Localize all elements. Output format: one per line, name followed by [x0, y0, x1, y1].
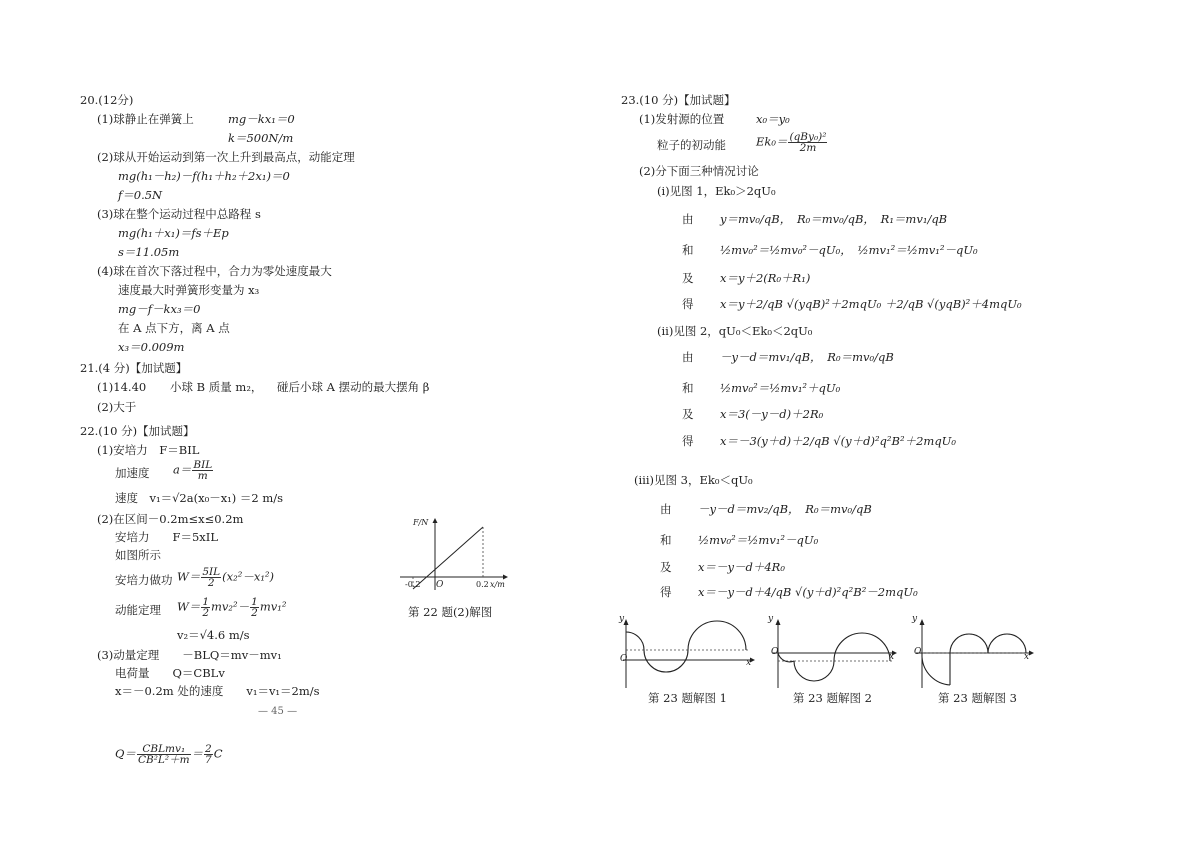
fig22-ylabel: F/N	[413, 518, 429, 527]
q23-c3-f2: ½mv₀²＝½mv₁²－qU₀	[698, 533, 819, 547]
q23-case2: (ⅱ)见图 2，qU₀＜Ek₀＜2qU₀	[657, 324, 813, 338]
q20-x3: x₃＝0.009m	[118, 340, 185, 354]
q20-step4-b: 速度最大时弹簧形变量为 x₃	[118, 283, 260, 297]
q22-step1: (1)安培力 F＝BIL	[97, 443, 200, 457]
fig23-2-xlabel: x	[889, 652, 895, 662]
q23-c1-f1: y＝mv₀/qB， R₀＝mv₀/qB， R₁＝mv₁/qB	[720, 212, 948, 226]
q20-step1: (1)球静止在弹簧上	[97, 112, 194, 126]
q20-eq2: mg(h₁－h₂)－f(h₁＋h₂＋2x₁)＝0	[118, 169, 290, 183]
q23-c1-l1: 由	[682, 212, 694, 226]
q20-step3: (3)球在整个运动过程中总路程 s	[97, 207, 261, 221]
q22-accel-label: 加速度	[115, 466, 150, 480]
fig22-caption: 第 22 题(2)解图	[408, 605, 493, 619]
q21-ans1: (1)14.40	[97, 380, 147, 394]
q22-step2: (2)在区间－0.2m≤x≤0.2m	[97, 512, 244, 526]
q23-case3: (ⅲ)见图 3，Ek₀＜qU₀	[634, 473, 753, 487]
fig23-3-xlabel: x	[1024, 652, 1030, 662]
q23-step2: (2)分下面三种情况讨论	[639, 164, 759, 178]
q23-step1: (1)发射源的位置	[639, 112, 725, 126]
q23-c2-l1: 由	[682, 350, 694, 364]
fig23-2-origin: O	[771, 647, 779, 657]
q22-velocity: 速度 v₁＝√2a(x₀－x₁) ＝2 m/s	[115, 491, 284, 505]
q21-ans1-b: 小球 B 质量 m₂，	[170, 380, 263, 394]
fig23-2-ylabel: y	[768, 614, 774, 624]
q22-accel-formula: a＝ $\frac{\text{BIL}}{m}$	[173, 459, 213, 482]
q23-c1-f2: ½mv₀²＝½mv₀²－qU₀， ½mv₁²＝½mv₁²－qU₀	[720, 243, 978, 257]
fig22-origin: O	[436, 580, 444, 590]
q23-c2-f1: －y－d＝mv₁/qB， R₀＝mv₀/qB	[720, 350, 894, 364]
q23-ke-formula: Ek₀＝ $\frac{\text{(qBy₀)²}}{2m}$	[756, 131, 827, 154]
q20-step2: (2)球从开始运动到第一次上升到最高点，动能定理	[97, 150, 355, 164]
q22-work-formula: W＝ $\frac{5IL}{2}$ (x₂²－x₁²)	[177, 566, 275, 589]
q20-s: s＝11.05m	[118, 245, 180, 259]
q23-c1-l2: 和	[682, 243, 694, 257]
q23-c1-f4: x＝y＋2/qB √(yqB)²＋2mqU₀ ＋2/qB √(yqB)²＋4mqU₀	[720, 297, 1022, 311]
q22-step3: (3)动量定理 －BLQ＝mv－mv₁	[97, 648, 282, 662]
q20-step4-c: 在 A 点下方，离 A 点	[118, 321, 230, 335]
q23-c2-l2: 和	[682, 381, 694, 395]
fig23-3-caption: 第 23 题解图 3	[938, 691, 1017, 705]
fig23-3-origin: O	[914, 647, 922, 657]
q23-c2-f3: x＝3(－y－d)＋2R₀	[720, 407, 824, 421]
q22-title: 22.(10 分)【加试题】	[80, 424, 195, 438]
q22-ke-label: 动能定理	[115, 603, 161, 617]
q22-work-label: 安培力做功	[115, 573, 173, 587]
q22-speed: x＝－0.2m 处的速度 v₁＝v₁＝2m/s	[115, 684, 320, 698]
q20-eq4: mg－f－kx₃＝0	[118, 302, 201, 316]
fig22-xlabel: x/m	[490, 580, 505, 589]
fig23-1-graph	[617, 615, 757, 690]
q23-c2-l4: 得	[682, 434, 694, 448]
q23-c1-f3: x＝y＋2(R₀＋R₁)	[720, 271, 811, 285]
q22-force: 安培力 F＝5xIL	[115, 530, 218, 544]
q23-c2-f4: x＝－3(y＋d)＋2/qB √(y＋d)²q²B²＋2mqU₀	[720, 434, 956, 448]
fig23-2-caption: 第 23 题解图 2	[793, 691, 872, 705]
q21-title: 21.(4 分)【加试题】	[80, 361, 188, 375]
q22-v2: v₂＝√4.6 m/s	[177, 628, 250, 642]
q22-charge: 电荷量 Q＝CBLv	[115, 666, 225, 680]
fig22-y-arrow	[433, 518, 438, 523]
fig23-3-graph	[912, 615, 1037, 690]
q23-c2-l3: 及	[682, 407, 694, 421]
fig23-3-ylabel: y	[912, 614, 918, 624]
q23-c3-l3: 及	[660, 560, 672, 574]
q23-c2-f2: ½mv₀²＝½mv₁²＋qU₀	[720, 381, 841, 395]
q20-k: k＝500N/m	[228, 131, 294, 145]
q23-c3-l2: 和	[660, 533, 672, 547]
q20-eq3: mg(h₁＋x₁)＝fs＋Ep	[118, 226, 229, 240]
fig22-force-line	[413, 527, 483, 589]
fig23-1-caption: 第 23 题解图 1	[648, 691, 727, 705]
q21-ans1-c: 碰后小球 A 摆动的最大摆角 β	[277, 380, 430, 394]
q23-pos: x₀＝y₀	[756, 112, 790, 126]
fig23-1-origin: O	[620, 654, 628, 664]
q20-eq1: mg－kx₁＝0	[228, 112, 295, 126]
q21-ans2: (2)大于	[97, 400, 137, 414]
q23-title: 23.(10 分)【加试题】	[621, 93, 736, 107]
page-number: — 45 —	[258, 706, 298, 717]
fig23-1-xlabel: x	[746, 658, 752, 668]
q23-c3-l4: 得	[660, 585, 672, 599]
q23-c3-l1: 由	[660, 502, 672, 516]
fig23-2-graph	[768, 615, 900, 690]
q23-case1: (ⅰ)见图 1，Ek₀＞2qU₀	[657, 184, 776, 198]
q23-c3-f3: x＝－y－d＋4R₀	[698, 560, 785, 574]
q22-q-formula: Q＝ $\frac{\text{CBLmv₁}}{\text{CB²L²＋m}}$ ＝ $\frac{2}{7}$ C	[115, 743, 223, 766]
q23-ke-label: 粒子的初动能	[657, 138, 726, 152]
fig22-xneg: -0.2	[405, 580, 421, 589]
fig23-1-ylabel: y	[619, 614, 625, 624]
q20-title: 20.(12分)	[80, 93, 134, 107]
q22-ke-formula: W＝ $\frac{1}{2}$ mv₂²－ $\frac{1}{2}$ mv₁²	[177, 596, 287, 619]
q23-c1-l3: 及	[682, 271, 694, 285]
q20-f: f＝0.5N	[118, 188, 163, 202]
q23-c3-f4: x＝－y－d＋4/qB √(y＋d)²q²B²－2mqU₀	[698, 585, 918, 599]
q23-c1-l4: 得	[682, 297, 694, 311]
fig22-xpos: 0.2	[476, 580, 489, 589]
q23-c3-f1: －y－d＝mv₂/qB， R₀＝mv₀/qB	[698, 502, 872, 516]
q22-see-fig: 如图所示	[115, 548, 161, 562]
q20-step4: (4)球在首次下落过程中，合力为零处速度最大	[97, 264, 332, 278]
